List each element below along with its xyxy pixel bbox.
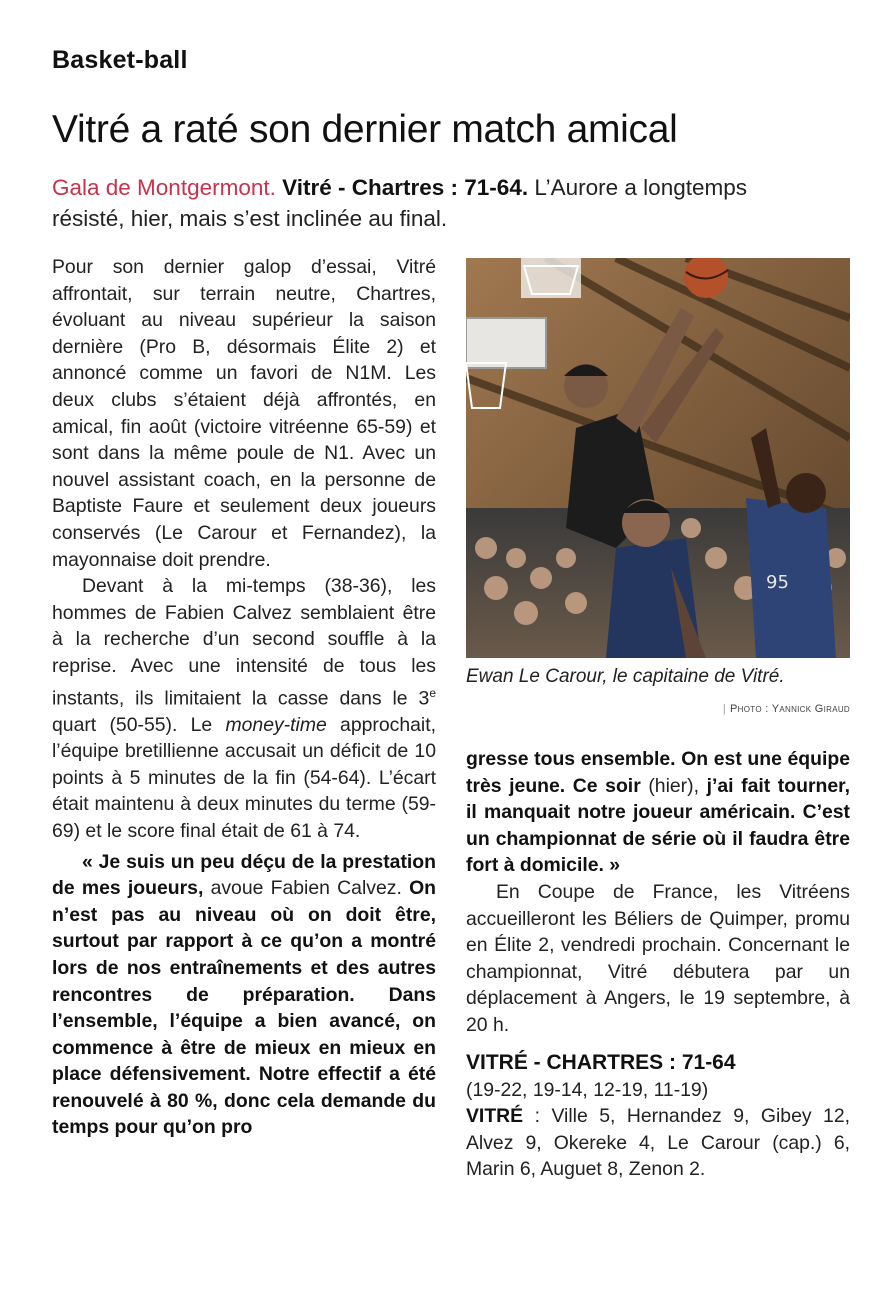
- result-quarters: (19-22, 19-14, 12-19, 11-19): [466, 1078, 709, 1101]
- article-photo: [466, 258, 850, 658]
- section-rubric: Basket-ball: [52, 46, 188, 74]
- lead-kicker: Gala de Montgermont.: [52, 175, 276, 200]
- quote-attribution: avoue Fabien Calvez.: [203, 877, 410, 900]
- lead-text: L’Aurore a longtemps résisté, hier, mais s’est inclinée au final.: [52, 175, 747, 231]
- paragraph-2-text-a: Devant à la mi-temps (38-36), les hommes de Fabien Calvez semblaient être à la recherche d’un second souffle à la reprise. Avec une intensité de tous les instants, ils limitaient la casse dans le 3: [52, 575, 436, 709]
- quote-bold-4: j’ai fait tourner, il manquait notre joueur américain. C’est un championnat de série où il faudra être fort à domicile. »: [466, 774, 850, 877]
- quote-aside: (hier),: [640, 774, 707, 797]
- paragraph-2-superscript: e: [429, 685, 436, 700]
- svg-text:95: 95: [766, 572, 789, 593]
- photo-credit: [466, 703, 850, 715]
- photo-caption: Ewan Le Carour, le capitaine de Vitré.: [466, 666, 785, 687]
- article-lead: [52, 172, 752, 234]
- paragraph-2-text-c: approchait, l’équipe bretillienne accusait un déficit de 10 points à 5 minutes de la fin (54-64). L’écart était maintenu à deux minutes du terme (59-69) et le score final était de 61 à 74.: [52, 713, 436, 842]
- paragraph-3-quote: [52, 849, 436, 1142]
- result-title: VITRÉ - CHARTRES : 71-64: [466, 1051, 736, 1074]
- paragraph-2: [52, 573, 436, 844]
- credit-text: Photo : Yannick Giraud: [730, 703, 850, 715]
- result-players: : Ville 5, Hernandez 9, Gibey 12, Alvez 9, Okereke 4, Le Carour (cap.) 6, Marin 6, Auguet 8, Zenon 2.: [466, 1105, 850, 1181]
- basketball-photo-illustration: [466, 258, 850, 658]
- body-column-left: [52, 254, 436, 1141]
- quote-continuation: [466, 746, 850, 879]
- quote-bold-3: gresse tous ensemble. On est une équipe très jeune. Ce soir: [466, 748, 850, 797]
- result-lineup: [466, 1103, 850, 1183]
- paragraph-1: Pour son dernier galop d’essai, Vitré affrontait, sur terrain neutre, Chartres, évoluant au niveau supérieur la saison dernière (Pro B, désormais Élite 2) et annoncé comme un favori de N1M. Les deux clubs s’étaient déjà affrontés, en amical, fin août (victoire vitréenne 65-59) et sont dans la même poule de N1. Avec un nouvel assistant coach, en la personne de Baptiste Faure et seulement deux joueurs conservés (Le Carour et Fernandez), la mayonnaise doit prendre.: [52, 256, 436, 571]
- paragraph-2-italic: money-time: [225, 713, 327, 736]
- article-headline: Vitré a raté son dernier match amical: [52, 108, 678, 151]
- match-result-box: [466, 1050, 850, 1183]
- credit-separator: |: [722, 703, 727, 715]
- paragraph-4: En Coupe de France, les Vitréens accueilleront les Béliers de Quimper, promu en Élite 2, vendredi prochain. Concernant le championnat, Vitré débutera par un déplacement à Angers, le 19 septembre, à 20 h.: [466, 880, 850, 1036]
- quote-bold-2: On n’est pas au niveau où on doit être, surtout par rapport à ce qu’on a montré lors de nos entraînements et des autres rencontres de préparation. Dans l’ensemble, l’équipe a bien avancé, on commence à être de mieux en mieux en place défensivement. Notre effectif a été renouvelé à 80 %, donc cela demande du temps pour qu’on pro: [52, 877, 437, 1139]
- lead-score: Vitré - Chartres : 71-64.: [282, 175, 529, 200]
- quote-bold-1: « Je suis un peu déçu de la prestation de mes joueurs,: [52, 850, 436, 900]
- paragraph-2-text-b: quart (50-55). Le: [52, 713, 226, 736]
- body-column-right: [466, 746, 850, 1039]
- result-team: VITRÉ: [466, 1105, 524, 1128]
